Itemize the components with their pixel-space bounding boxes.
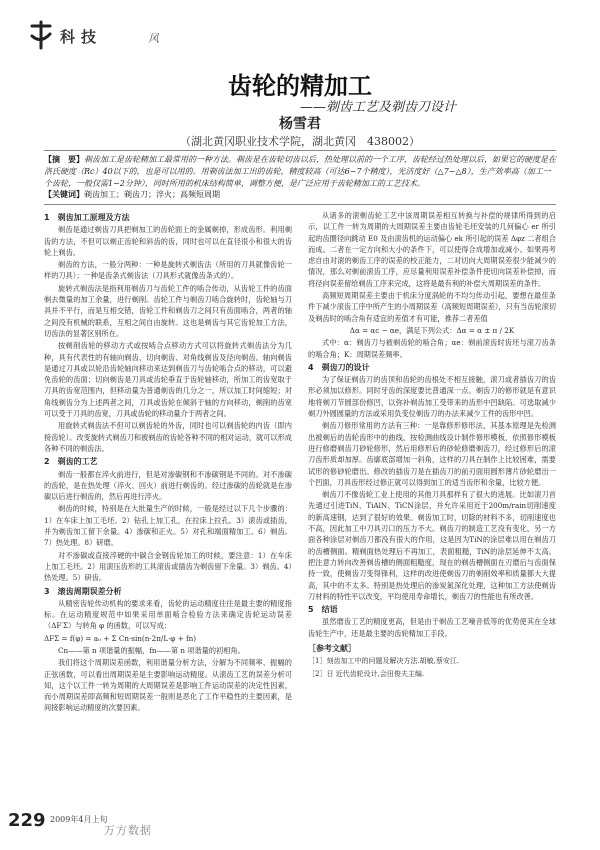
keywords-text: 剃齿加工；剃齿刀；淬火；高频短周期: [84, 190, 220, 199]
issue-date: 2009年4月上旬: [50, 815, 108, 824]
masthead-logo-icon: [28, 20, 54, 50]
equation: Δα = αc − αe，满足下列公式：Δα = α ± π / 2K: [349, 325, 515, 335]
paragraph: 从诸多的滚剃齿轮工艺中该周期误差相互转换与补偿的规律所得到的启示，以工件一转为周期的大周期误差主要由齿轮毛坯安装的几何偏心 er 所引起的齿圈径向跳动 E0 及由滚齿机的运动偏心 ek 所引起的误差 Δφz 二者组合而成。二者在一定方向和大小的条件下，可以使得合成增加或减小。如果再考虑自由对滚的剃齿工序的误差的校正能力，二对切向大周期误差很少能减少的情况，那么对剃前滚齿工序，应尽量利用误差补偿条件使切向误差补偿掉，而将径向误差留给剃齿工序来完成，这将是最有利的补偿大周期误差的条件。: [308, 211, 556, 288]
paragraph: 我们将这个周期误差函数，利用谐量分析方法，分解为不同频率、振幅的正弦函数，可以看出周期误差是主要影响运动精度。从滚齿工艺的误差分析可知，这个以工件一转为周期的大周期误差是影响工件运动误差的决定性因素，而小周期误差即高频和短周期误差一般则是恶化了工作平稳性的主要因素，是间接影响运动精度的次要因素。: [44, 658, 292, 713]
paragraph: 剃齿刀修形常用的方法有三种：一是靠修形修形法，其基本原理是先检测出被剃后的齿轮齿形中的曲线，按检测曲线设计制作修形模板，依照修形模板进行修磨剃齿刀砂轮修形，然后用修形后的砂轮修磨剃齿刀，经过修形后的滚刀齿形质却加厚。齿廓底部增加一斜角，这样的刀具在制作上比较困难，需要试形的修砂轮磨出。修改的插齿刀是在插齿刀的前刃面用圆形薄片砂轮磨出一个凹面，刀具齿形经过修正就可以得到加工的适当齿形和余量，比较方便。: [308, 421, 556, 487]
paragraph: 旋转式剃齿法是指利用剃齿刀与齿轮工件的啮合传动，从齿轮工件的齿面剃去微量的加工余量，进行剃削。齿轮工件与剃齿刀啮合旋转时，齿轮轴与刀具并不平行，而是互相交错，齿轮工件和剃齿刀之间只有齿面啮合，两者的轴之间没有机械的联系，互相之间自由旋转。这也是剃齿与其它齿轮加工方法，切齿法的显著区别所在。: [44, 283, 292, 338]
column-right: [308, 210, 556, 681]
article-affiliation: （湖北黄冈职业技术学院，湖北黄冈 438002）: [180, 135, 420, 148]
keywords: [44, 188, 556, 201]
masthead-subtitle: 风: [148, 32, 159, 45]
article-title: 齿轮的精加工: [228, 72, 372, 100]
paragraph: 用旋转式剃齿法不但可以剃齿轮的外齿，同时也可以剃齿轮的内齿（即内接齿轮）。改变旋转式剃齿刀和被剃齿的齿轮各种不同的相对运动，就可以形成各种不同的剃齿法。: [44, 421, 292, 453]
page-footer: [8, 808, 208, 838]
paragraph: 按剃削齿轮的移动方式或按啮合点移动方式可以将旋转式剃齿法分为几种，具有代表性的有轴向剃齿、切向剃齿、对角线剃齿及径向剃齿。轴向剃齿是通过刀具或以轮沿齿轮轴向移动来达到剃齿刀与齿轮啮合点的移动，可以避免齿轮的齿面；切向剃齿是刀具或齿轮垂直于齿轮轴移动，所加工的齿宽取于刀具的齿宽范围内，但移动量为普通剃齿的几分之一，所以加工时间缩短；对角线剃齿分为上述两者之间，刀具或齿轮在倾斜于轴的方向移动，剃削的齿宽可以受于刀具的齿宽，刀具或齿轮的移动量介于两者之间。: [44, 341, 292, 419]
paragraph: 从精密齿轮传动机构的要求来看，齿轮的运动精度往往是最主要的精度指标。在运动精度规范中如果采用单面啮合检验方法来确定齿轮运动误差（ΔF′Σ）与转角 φ 的函数，可以写成：: [44, 598, 292, 631]
watermark: 万方数据: [104, 824, 152, 837]
paragraph: 式中：α：剃齿刀与被剃齿轮的啮合角；αe：剃前滚齿时齿坯与滚刀齿条的啮合角；K：周期误差频率。: [308, 338, 556, 359]
paragraph: 剃齿刀不像齿轮工业上使用的其他刀具那样有了很大的进展。比如滚刀首先通过引进TiN、TiAlN、TiCN涂层，并允许采用近于200m/rain切削速度的新高速钢，达到了很好的效果。剃齿加工时，切除的材料不多，切削速度也不高，因此加工中刀具刃口的压力不大。剃齿刀的制造工艺没有变化，另一方面各种涂层对剃齿刀都没有很大的作用，这是因为TiN的涂层难以用在剃齿刀的齿槽侧面。精剃面热处理后不再加工，表面粗糙，TiN的涂层延伸不太高。把注意力转向改善剃齿槽的侧面粗糙度，现在的剃齿槽侧面在刃磨后与齿面保持一致，使剃齿刀变得锋利，这样的改进使剃齿刀的剃削效率和质量都大大提高，其中的不太多。特别是热处理后的渗炭氮深化处理，这种加工方法使剃齿刀材料的特性平以改变，平均使用寿命增长，剃齿刀的性能也有所改善。: [308, 490, 556, 601]
section-heading: 5 结语: [308, 605, 338, 615]
paragraph: 剃齿是通过剃齿刀具把剃加工的齿轮面上的金属剃掉，形成齿形。利用剃齿的方法，不但可以剃正齿轮和斜齿的齿，同时也可以在直径很小和很大的齿轮上剃齿。: [44, 225, 292, 257]
abstract: [44, 153, 556, 190]
paragraph: 为了保证剃齿刀的齿顶和齿轮的齿根处不相互接触，滚刀或者插齿刀的齿形必须加以修形。同时牙齿的深度要比普通深一点。剃齿刀的修形就是有意识地将剃刀节圆部份修凹，以弥补剃齿加工受带来的齿形中凹缺陷。可选取减少剃刀外圆圆量的方法或采用负变位剃齿刀的办法来减少工件的齿形中凹。: [308, 375, 556, 419]
abstract-label: 【摘 要】: [44, 154, 84, 164]
references-title: ［参考文献］: [308, 643, 356, 653]
references: [308, 643, 556, 680]
reference-item: ［2］日 近代齿轮设计,会田俊夫主编.: [308, 669, 425, 678]
equation: ΔFΣ = f(φ) = a₀ + Σ Cn·sin(n·2π/L·φ + fn): [44, 633, 197, 643]
divider-abstract: [44, 204, 556, 205]
keywords-label: 【关键词】: [44, 189, 84, 199]
paragraph: 剃齿一般都在淬火前进行，但是对渗碳钢和不渗碳钢是不同的。对不渗碳的齿轮，是在热处理（淬火、回火）前进行剃齿的。经过渗碳的齿轮就是在渗碳以后进行剃齿的，然后再进行淬火。: [44, 469, 292, 502]
paragraph: 虽然磨齿工艺的精度更高，但是由于剃齿工艺噪音低等的优势使其在全球齿轮生产中，还是最主要的齿轮精加工手段。: [308, 617, 556, 638]
section-heading: 2 剃齿的工艺: [44, 457, 98, 467]
paragraph: Cn——第 n 项谐量的振幅，fn——第 n 项谐量的初相角。: [58, 645, 245, 655]
section-heading: 3 滚齿周期误差分析: [44, 586, 122, 596]
paragraph: 剃齿的方法，一般分两种：一种是旋转式剃齿法（所用的刀具就像齿轮一样的刀具）；一种是齿条式剃齿法（刀具形式就像齿条式的）。: [44, 260, 292, 281]
column-left: [44, 210, 292, 715]
reference-item: ［1］刻齿加工中的问题及解决方法.胡敏,蔡安江.: [308, 657, 460, 666]
page-number: 229: [8, 810, 46, 831]
paragraph: 剃齿的时候，特别是在大批量生产的时候，一般是经过以下几个步骤的：1）在车床上加工毛坯。2）钻孔上加工孔，在拉床上拉孔。3）滚齿或插齿，并为剃齿加工留下余量。4）渗碳和正火。5）对孔和端面精加工。6）剃齿。7）热处理。8）研磨。: [44, 504, 292, 548]
paragraph: 对不渗碳或直接淬硬的中碳合金钢齿轮加工的时候，要注意：1）在车床上加工毛坯。2）用滚压齿形的工具滚齿或插齿为剃齿留下余量。3）剃齿。4）热处理。5）研齿。: [44, 550, 292, 583]
section-heading: 4 剃齿刀的设计: [308, 362, 370, 372]
article-subtitle: ——剃齿工艺及剃齿刀设计: [300, 100, 457, 115]
masthead-name: 科技: [60, 28, 103, 46]
abstract-text: 剃齿加工是齿轮精加工最常用的一种方法。剃齿是在齿轮切齿以后，热处理以前的一个工序，齿轮经过热处理以后，如果它的硬度是在洛氏硬度（Rc）40以下的，也是可以用的。用剃齿法加工出的齿轮，精度较高（可达6~7个精度），光洁度好（△7~△8），生产效率高（加工一个齿轮，一般仅需1~2分钟），同时所用的机床结构简单，调整方便，是广泛应用于齿轮精加工的工艺技术。: [44, 155, 556, 188]
divider-top: [44, 150, 556, 151]
masthead: [28, 18, 188, 54]
section-heading: 1 剃齿加工原理及方法: [44, 213, 130, 222]
article-author: 杨雪君: [279, 116, 321, 132]
paragraph: 高频短周期误差主要由于机床分度涡轮的不均匀传动引起，要想在最佳条件下减少滚齿工序中所产生的小周期误差（高频短周期误差），只有当齿轮滚切及剃齿时的啮合角有适宜的差值才有可能，推荐二者差值: [308, 291, 556, 323]
